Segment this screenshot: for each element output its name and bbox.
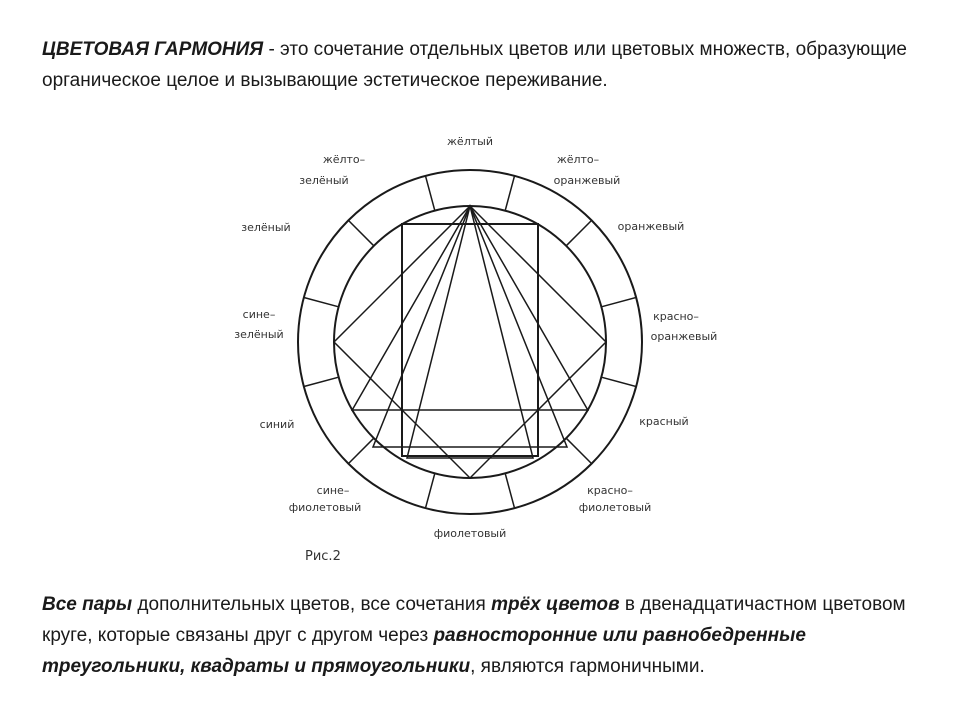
label-violet: фиолетовый bbox=[433, 527, 507, 540]
conclusion-emphasis-three: трёх цветов bbox=[491, 594, 620, 615]
label-orange: оранжевый bbox=[617, 220, 685, 233]
conclusion-text-2: в двенадцатичастном цветовом круге, которые связаны друг с другом через bbox=[42, 594, 906, 646]
label-yellow-orange-2: оранжевый bbox=[553, 174, 621, 187]
label-green: зелёный bbox=[241, 221, 291, 234]
label-blue-violet-2: фиолетовый bbox=[288, 501, 362, 514]
conclusion-emphasis-shapes: равносторонние или равнобедренные треугольники, квадраты и прямоугольники bbox=[42, 625, 806, 677]
label-red: красный bbox=[639, 415, 689, 428]
term-heading: ЦВЕТОВАЯ ГАРМОНИЯ bbox=[42, 39, 264, 60]
definition-text: - это сочетание отдельных цветов или цветовых множеств, образующие органическое целое и вызывающие эстетическое переживание. bbox=[42, 39, 908, 91]
conclusion-paragraph bbox=[42, 589, 932, 682]
label-red-orange-1: красно– bbox=[653, 310, 699, 323]
inscribed-rectangle bbox=[402, 224, 538, 456]
label-blue-green-1: сине– bbox=[242, 308, 276, 321]
label-yellow-green-2: зелёный bbox=[299, 174, 349, 187]
square bbox=[334, 206, 606, 478]
harmony-lines bbox=[334, 206, 606, 478]
label-blue-violet-1: сине– bbox=[316, 484, 350, 497]
conclusion-text-3: , являются гармоничными. bbox=[470, 656, 705, 677]
equilateral-triangle bbox=[352, 206, 588, 410]
label-blue-green-2: зелёный bbox=[234, 328, 284, 341]
label-blue: синий bbox=[259, 418, 295, 431]
isosceles-triangle-narrow bbox=[407, 206, 533, 458]
inner-ring bbox=[334, 206, 606, 478]
label-red-violet-1: красно– bbox=[587, 484, 633, 497]
wheel-labels bbox=[234, 135, 717, 540]
conclusion-emphasis-pairs: Все пары bbox=[42, 594, 133, 615]
label-yellow-orange-1: жёлто– bbox=[556, 153, 600, 166]
color-wheel bbox=[298, 170, 642, 514]
conclusion-text-1: дополнительных цветов, все сочетания bbox=[132, 594, 492, 615]
label-red-violet-2: фиолетовый bbox=[578, 501, 652, 514]
label-yellow-green-1: жёлто– bbox=[322, 153, 366, 166]
label-yellow: жёлтый bbox=[447, 135, 493, 148]
figure-caption: Рис.2 bbox=[305, 549, 341, 564]
label-red-orange-2: оранжевый bbox=[650, 330, 718, 343]
